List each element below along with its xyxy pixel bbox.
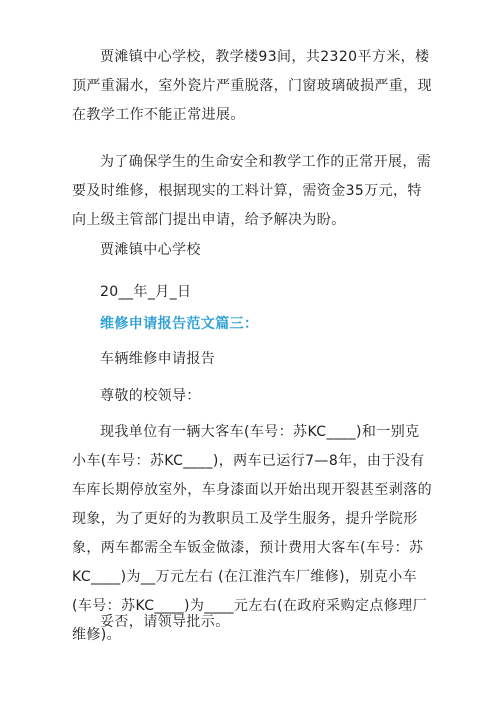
signature-organization: 贾滩镇中心学校 bbox=[100, 242, 201, 258]
paragraph-school-building-damage: 贾滩镇中心学校，教学楼93间，共2320平方米，楼顶严重漏水，室外瓷片严重脱落，门窗玻璃破损严重，现在教学工作不能正常进展。 bbox=[72, 49, 432, 123]
paragraph-repair-funding-request: 为了确保学生的生命安全和教学工作的正常开展，需要及时维修，根据现实的工料计算，需资金35万元，特向上级主管部门提出申请，给予解决为盼。 bbox=[72, 154, 432, 228]
signature-date: 20__年_月_日 bbox=[100, 284, 192, 300]
closing-line: 妥否，请领导批示。 bbox=[100, 614, 230, 630]
section-heading: 维修申请报告范文篇三： bbox=[100, 316, 259, 332]
paragraph-vehicle-repair: 现我单位有一辆大客车(车号：苏KC____)和一别克小车(车号：苏KC____)，两车已运行7—8年，由于没有车库长期停放室外，车身漆面以开始出现开裂甚至剥落的现象，为了更好的为教职员工及学生服务，提升学院形象，两车都需全车钣金做漆，预计费用大客车(车号：苏KC____)为__万元左右 (在江淮汽车厂维修)，别克小车(车号：苏KC____)为____元左右(在政府采购定点修理厂维修)。 bbox=[72, 424, 432, 643]
report-title: 车辆维修申请报告 bbox=[100, 351, 216, 367]
salutation: 尊敬的校领导： bbox=[100, 388, 201, 404]
